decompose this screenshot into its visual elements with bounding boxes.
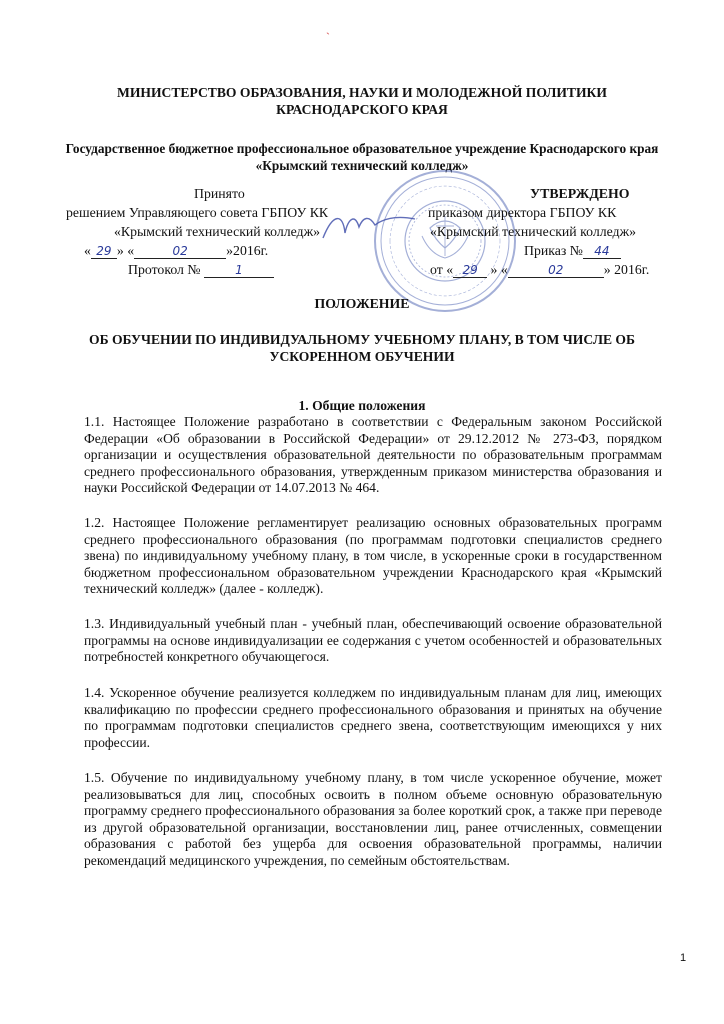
paragraph-1-5: 1.5. Обучение по индивидуальному учебному плану, в том числе ускоренное обучение, может реализовываться для лиц, способных освоить в полном объеме основную образовательную программу среднего профессионального образования за более короткий срок, а также при переводе из другой образовательной организации, восстановлении лиц, ранее отчисленных, совмещении образования с работой без ущерба для освоения образовательной программы, наличии рекомендаций медицинского учреждения, по семейным обстоятельствам. [84, 770, 662, 868]
paragraph-1-2: 1.2. Настоящее Положение регламентирует реализацию основных образовательных программ среднего профессионального образования (по программам подготовки специалистов среднего звена) по индивидуальному учебному плану, в том числе, в ускоренные сроки в государственном бюджетном профессиональном образовательном учреждении Краснодарского края «Крымский технический колледж» (далее - колледж). [84, 515, 662, 597]
approval-left-line1: решением Управляющего совета ГБПОУ КК [66, 205, 329, 220]
order-number: 44 [583, 244, 621, 259]
section-title: 1. Общие положения [298, 398, 426, 413]
right-date-day: 29 [453, 263, 487, 278]
right-date-year: » 2016г. [603, 262, 650, 277]
approval-right-date: от « 29 » « 02 » 2016г. [430, 262, 650, 277]
approval-left-block [66, 184, 386, 279]
approval-left-line2: «Крымский технический колледж» [114, 224, 321, 239]
approval-right-line1: приказом директора ГБПОУ КК [428, 205, 617, 220]
protocol-number: 1 [204, 263, 274, 278]
document-title: ПОЛОЖЕНИЕ [314, 296, 410, 311]
paragraph-1-4: 1.4. Ускоренное обучение реализуется колледжем по индивидуальным планам для лиц, имеющих квалификацию по профессии среднего профессионального образования и принятых на обучение по программам подготовки специалистов среднего звена, соответствующим имеющихся у них профессии. [84, 685, 662, 750]
approval-left-title: Принято [194, 186, 245, 201]
approval-right-block [412, 184, 682, 279]
approval-left-protocol [86, 260, 386, 279]
approval-right-line2: «Крымский технический колледж» [430, 224, 637, 239]
approval-right-title: УТВЕРЖДЕНО [530, 186, 630, 201]
left-date-month: 02 [134, 244, 226, 259]
right-date-month: 02 [508, 263, 604, 278]
ministry-header: МИНИСТЕРСТВО ОБРАЗОВАНИЯ, НАУКИ И МОЛОДЕЖНОЙ ПОЛИТИКИ КРАСНОДАРСКОГО КРАЯ [117, 85, 607, 117]
approval-left-date: « 29 » « 02 »2016г. [84, 243, 269, 258]
order-label: Приказ № [524, 243, 583, 258]
document-subject: ОБ ОБУЧЕНИИ ПО ИНДИВИДУАЛЬНОМУ УЧЕБНОМУ ПЛАНУ, В ТОМ ЧИСЛЕ ОБ УСКОРЕННОМ ОБУЧЕНИИ [89, 332, 635, 364]
institution-header: Государственное бюджетное профессиональное образовательное учреждение Краснодарского края «Крымский технический колледж» [65, 141, 659, 173]
right-date-prefix: от « [430, 262, 454, 277]
paragraph-1-1: 1.1. Настоящее Положение разработано в соответствии с Федеральным законом Российской Федерации «Об образовании в Российской Федерации» от 29.12.2012 № 273-ФЗ, порядком организации и осуществления образовательной деятельности по образовательным программам среднего профессионального образования, утвержденным приказом министерства образования и науки Российской Федерации от 14.07.2013 № 464. [84, 414, 662, 496]
left-date-year: »2016г. [226, 243, 269, 258]
approval-right-order [412, 241, 682, 260]
page-number: 1 [680, 952, 687, 964]
red-tick-mark: ` [326, 30, 330, 44]
paragraph-1-3: 1.3. Индивидуальный учебный план - учебный план, обеспечивающий освоение образовательной программы на основе индивидуализации ее содержания с учетом особенностей и образовательных потребностей конкретного обучающегося. [84, 616, 662, 665]
protocol-label: Протокол № [128, 262, 201, 277]
left-date-day: 29 [91, 244, 117, 259]
